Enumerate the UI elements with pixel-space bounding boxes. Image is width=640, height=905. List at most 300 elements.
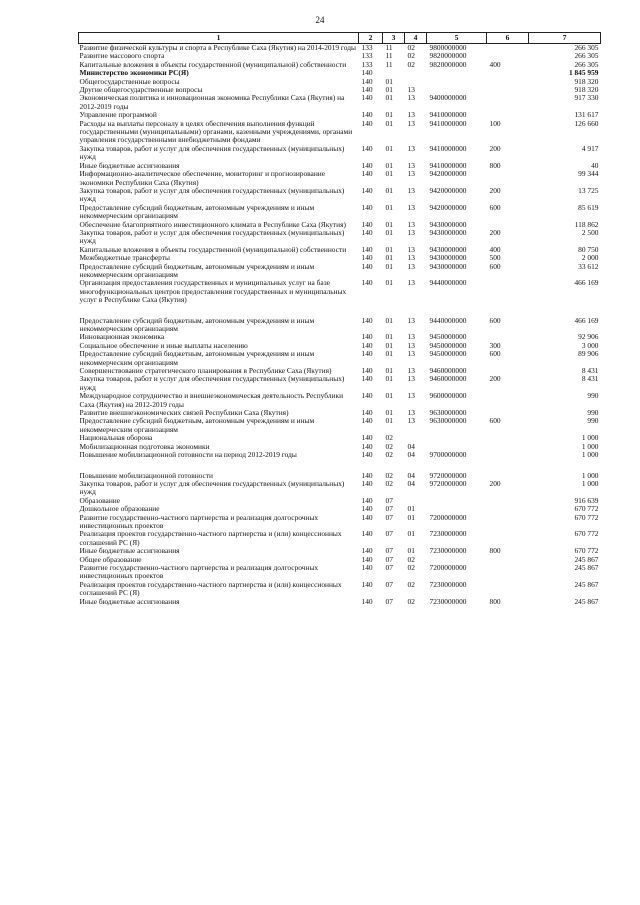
table-row <box>79 279 601 304</box>
row-subsection-cell: 13 <box>407 315 415 325</box>
row-name-cell: Закупка товаров, работ и услуг для обеспечения государственных (муниципальных) нужд <box>79 185 345 204</box>
row-code-cell: 140 <box>361 315 373 325</box>
row-name-cell: Предоставление субсидий бюджетным, автономным учреждениям и иным некоммерческим организациям <box>79 261 315 279</box>
row-amount-cell: 266 305 <box>574 51 599 61</box>
row-code-cell: 140 <box>361 596 373 606</box>
row-spacer <box>79 460 601 472</box>
table-row <box>79 547 601 555</box>
row-type-cell <box>487 170 529 187</box>
row-section-cell: 01 <box>385 227 393 237</box>
row-section-cell: 01 <box>385 110 393 120</box>
row-amount-cell: 245 867 <box>574 596 599 606</box>
column-header-7: 7 <box>529 33 601 44</box>
row-code-cell: 140 <box>361 554 373 564</box>
row-subsection-cell: 13 <box>407 202 415 212</box>
row-section-cell: 01 <box>385 261 393 271</box>
table-row <box>79 598 601 606</box>
row-type-cell <box>487 581 529 598</box>
row-name-cell: Реализация проектов государственно-частного партнерства и (или) концессионных соглашений РС (Я) <box>79 579 342 598</box>
row-target-cell: 9430000000 <box>429 261 467 271</box>
row-type-cell: 400 <box>489 59 501 69</box>
row-subsection-cell: 13 <box>407 143 415 153</box>
row-code-cell: 133 <box>361 59 373 69</box>
row-subsection-cell: 02 <box>407 596 415 606</box>
row-subsection-cell: 01 <box>407 529 415 539</box>
row-section-cell: 01 <box>385 202 393 212</box>
row-type-cell: 300 <box>489 340 501 350</box>
row-target-cell: 9420000000 <box>429 169 467 179</box>
row-name-cell: Мобилизационная подготовка экономики <box>79 441 210 451</box>
table-row <box>79 229 601 246</box>
row-subsection-cell: 13 <box>407 169 415 179</box>
row-name-cell: Дошкольное образование <box>79 504 160 514</box>
row-type-cell: 200 <box>489 227 501 237</box>
row-code-cell: 140 <box>361 470 373 480</box>
row-subsection-cell: 02 <box>407 43 415 52</box>
row-code-cell: 140 <box>361 512 373 522</box>
row-code-cell: 140 <box>361 374 373 384</box>
row-name-cell: Предоставление субсидий бюджетным, автономным учреждениям и иным некоммерческим организациям <box>79 202 315 221</box>
row-type-cell: 200 <box>489 374 501 384</box>
row-code-cell: 140 <box>361 244 373 254</box>
table-row <box>79 581 601 598</box>
row-section-cell: 01 <box>385 160 393 170</box>
row-section-cell: 07 <box>385 495 393 505</box>
row-target-cell: 7230000000 <box>429 529 467 539</box>
row-section-cell: 01 <box>385 244 393 254</box>
row-type-cell: 800 <box>489 546 501 556</box>
row-target-cell: 9430000000 <box>429 227 467 237</box>
row-amount-cell: 1 000 <box>581 441 599 451</box>
row-subsection-cell: 13 <box>407 374 415 384</box>
row-subsection-cell: 13 <box>407 219 415 229</box>
row-name-cell: Национальная оборона <box>79 433 153 443</box>
row-subsection-cell: 13 <box>407 244 415 254</box>
row-code-cell: 140 <box>361 253 373 263</box>
row-type-cell <box>487 451 529 459</box>
table-row <box>79 417 601 434</box>
row-target-cell: 9450000000 <box>429 332 467 342</box>
row-amount-cell: 1 845 959 <box>568 68 599 78</box>
row-section-cell: 01 <box>385 85 393 95</box>
row-section-cell: 02 <box>385 433 393 443</box>
row-target-cell: 9430000000 <box>429 253 467 263</box>
row-subsection-cell: 13 <box>407 416 415 426</box>
row-name-cell: Социальное обеспечение и иные выплаты населению <box>79 340 248 350</box>
table-row <box>79 514 601 531</box>
row-target-cell: 9460000000 <box>429 374 467 384</box>
row-type-cell <box>487 564 529 581</box>
row-amount-cell: 92 906 <box>578 332 599 342</box>
row-target-cell: 9820000000 <box>429 51 467 61</box>
row-code-cell: 133 <box>361 43 373 52</box>
row-code-cell: 133 <box>361 51 373 61</box>
row-type-cell: 200 <box>489 185 501 195</box>
row-code-cell: 140 <box>361 219 373 229</box>
row-subsection-cell: 13 <box>407 85 415 95</box>
row-target-cell: 9430000000 <box>429 219 467 229</box>
row-subsection-cell: 04 <box>407 450 415 460</box>
row-section-cell: 07 <box>385 596 393 606</box>
row-name-cell: Экономическая политика и инновационная экономика Республики Саха (Якутия) на 2012-2019 годы <box>79 93 345 111</box>
row-subsection-cell: 13 <box>407 118 415 128</box>
row-name-cell: Межбюджетные трансферты <box>79 253 170 263</box>
row-section-cell: 01 <box>385 169 393 179</box>
row-section-cell: 01 <box>385 93 393 103</box>
row-amount-cell: 990 <box>587 391 599 401</box>
row-section-cell: 07 <box>385 554 393 564</box>
row-target-cell: 9410000000 <box>429 110 467 120</box>
row-code-cell: 140 <box>361 76 373 86</box>
row-subsection-cell: 13 <box>407 253 415 263</box>
row-type-cell <box>487 86 529 94</box>
row-code-cell: 140 <box>361 495 373 505</box>
table-row <box>79 145 601 162</box>
row-name-cell: Иные бюджетные ассигнования <box>79 596 180 606</box>
table-row <box>79 263 601 280</box>
row-code-cell: 140 <box>361 579 373 589</box>
row-section-cell: 01 <box>385 416 393 426</box>
row-type-cell: 200 <box>489 478 501 488</box>
table-row <box>79 480 601 497</box>
row-type-cell <box>487 514 529 531</box>
row-amount-cell: 40 <box>591 160 599 170</box>
row-section-cell: 01 <box>385 366 393 376</box>
row-amount-cell: 918 320 <box>574 85 599 95</box>
row-amount-cell: 670 772 <box>574 529 599 539</box>
row-subsection-cell: 13 <box>407 93 415 103</box>
row-name-cell: Капитальные вложения в объекты государственной (муниципальной) собственности <box>79 244 347 254</box>
row-type-cell <box>487 497 529 505</box>
row-target-cell: 7230000000 <box>429 579 467 589</box>
row-name-cell: Общегосударственные вопросы <box>79 76 180 86</box>
row-name-cell: Предоставление субсидий бюджетным, автономным учреждениям и иным некоммерческим организациям <box>79 315 315 333</box>
row-name-cell: Другие общегосударственные вопросы <box>79 85 203 95</box>
row-code-cell: 140 <box>361 441 373 451</box>
row-name-cell: Информационно-аналитическое обеспечение, мониторинг и прогнозирование экономики Республики Саха (Якутия) <box>79 169 326 187</box>
row-section-cell: 02 <box>385 470 393 480</box>
row-name-cell: Предоставление субсидий бюджетным, автономным учреждениям и иным некоммерческим организациям <box>79 349 315 367</box>
row-name-cell: Развитие государственно-частного партнерства и реализация долгосрочных инвестиционных проектов <box>79 512 319 530</box>
row-code-cell: 140 <box>361 227 373 237</box>
row-code-cell: 140 <box>361 118 373 128</box>
row-amount-cell: 670 772 <box>574 512 599 522</box>
row-code-cell: 140 <box>361 529 373 539</box>
row-amount-cell: 917 330 <box>574 93 599 103</box>
row-type-cell: 500 <box>489 253 501 263</box>
row-section-cell: 01 <box>385 118 393 128</box>
row-name-cell: Повышение мобилизационной готовности <box>79 470 214 480</box>
row-name-cell: Закупка товаров, работ и услуг для обеспечения государственных (муниципальных) нужд <box>79 374 345 392</box>
row-section-cell: 01 <box>385 185 393 195</box>
row-code-cell: 140 <box>361 110 373 120</box>
row-type-cell <box>487 505 529 513</box>
row-subsection-cell: 02 <box>407 51 415 61</box>
row-code-cell: 140 <box>361 349 373 359</box>
row-section-cell: 01 <box>385 340 393 350</box>
row-amount-cell: 670 772 <box>574 504 599 514</box>
row-name-cell: Развитие государственно-частного партнерства и реализация долгосрочных инвестиционных проектов <box>79 562 319 581</box>
row-subsection-cell: 13 <box>407 366 415 376</box>
row-amount-cell: 1 000 <box>581 433 599 443</box>
table-row <box>79 530 601 547</box>
table-row <box>79 187 601 204</box>
row-section-cell: 07 <box>385 579 393 589</box>
row-name-cell: Иные бюджетные ассигнования <box>79 546 180 556</box>
row-target-cell: 9700000000 <box>429 450 467 460</box>
row-code-cell: 140 <box>361 143 373 153</box>
row-type-cell: 100 <box>489 118 501 128</box>
row-target-cell <box>427 78 487 86</box>
row-code-cell: 140 <box>361 160 373 170</box>
row-code-cell: 140 <box>361 332 373 342</box>
row-subsection-cell: 04 <box>407 441 415 451</box>
row-type-cell: 600 <box>489 416 501 426</box>
row-amount-cell: 13 725 <box>578 185 599 195</box>
row-section-cell: 07 <box>385 562 393 572</box>
row-name-cell: Образование <box>79 495 121 505</box>
row-subsection-cell: 13 <box>407 278 415 288</box>
row-section-cell: 07 <box>385 512 393 522</box>
row-type-cell: 600 <box>489 261 501 271</box>
row-code-cell: 140 <box>361 202 373 212</box>
row-target-cell <box>427 69 487 77</box>
row-type-cell <box>487 443 529 451</box>
row-name-cell: Капитальные вложения в объекты государственной (муниципальной) собственности <box>79 59 347 69</box>
table-row <box>79 375 601 392</box>
row-subsection-cell: 13 <box>407 110 415 120</box>
row-subsection-cell: 13 <box>407 408 415 418</box>
row-subsection-cell: 04 <box>407 470 415 480</box>
table-row <box>79 451 601 459</box>
row-name-cell: Развитие внешнеэкономических связей Республики Саха (Якутия) <box>79 408 289 418</box>
row-name-cell: Закупка товаров, работ и услуг для обеспечения государственных (муниципальных) нужд <box>79 143 345 162</box>
row-section-cell: 02 <box>385 478 393 488</box>
row-name-cell: Обеспечение благоприятного инвестиционного климата в Республике Саха (Якутия) <box>79 219 346 229</box>
row-target-cell <box>427 497 487 505</box>
row-code-cell: 140 <box>361 478 373 488</box>
row-code-cell: 140 <box>361 416 373 426</box>
row-code-cell: 140 <box>361 433 373 443</box>
row-type-cell <box>487 556 529 564</box>
column-header-6: 6 <box>487 33 529 44</box>
row-section-cell: 01 <box>385 408 393 418</box>
row-code-cell: 140 <box>361 261 373 271</box>
row-code-cell: 140 <box>361 546 373 556</box>
column-header-4: 4 <box>405 33 427 44</box>
row-amount-cell: 85 619 <box>578 202 599 212</box>
row-spacer <box>79 305 601 317</box>
row-subsection-cell: 13 <box>407 340 415 350</box>
row-subsection-cell: 13 <box>407 160 415 170</box>
row-amount-cell: 466 169 <box>574 315 599 325</box>
column-header-2: 2 <box>359 33 383 44</box>
row-subsection-cell: 13 <box>407 332 415 342</box>
row-target-cell: 9420000000 <box>429 185 467 195</box>
row-subsection-cell: 02 <box>407 554 415 564</box>
row-section-cell: 01 <box>385 391 393 401</box>
row-target-cell: 9800000000 <box>429 43 467 52</box>
row-code-cell: 140 <box>361 185 373 195</box>
row-target-cell: 9720000000 <box>429 470 467 480</box>
row-amount-cell: 466 169 <box>574 278 599 288</box>
row-subsection-cell: 02 <box>407 59 415 69</box>
row-amount-cell: 80 750 <box>578 244 599 254</box>
table-row <box>79 392 601 409</box>
row-target-cell: 9440000000 <box>429 315 467 325</box>
row-subsection-cell <box>405 69 427 77</box>
row-type-cell <box>487 69 529 77</box>
row-code-cell: 140 <box>361 93 373 103</box>
row-section-cell: 01 <box>385 143 393 153</box>
row-type-cell <box>487 78 529 86</box>
row-subsection-cell: 01 <box>407 504 415 514</box>
row-amount-cell: 990 <box>587 416 599 426</box>
column-header-5: 5 <box>427 33 487 44</box>
row-amount-cell: 2 500 <box>581 227 599 237</box>
row-name-cell: Иные бюджетные ассигнования <box>79 160 180 170</box>
row-type-cell: 800 <box>489 596 501 606</box>
row-section-cell: 02 <box>385 441 393 451</box>
row-target-cell: 9410000000 <box>429 118 467 128</box>
row-section-cell: 11 <box>385 51 393 61</box>
row-amount-cell: 4 917 <box>581 143 599 153</box>
table-row <box>79 564 601 581</box>
table-row <box>79 317 601 334</box>
row-type-cell <box>487 279 529 304</box>
row-amount-cell: 266 305 <box>574 59 599 69</box>
row-subsection-cell: 02 <box>407 579 415 589</box>
row-target-cell: 9440000000 <box>429 278 467 288</box>
row-subsection-cell: 13 <box>407 391 415 401</box>
row-target-cell: 7200000000 <box>429 512 467 522</box>
row-amount-cell: 2 000 <box>581 253 599 263</box>
row-amount-cell: 33 612 <box>578 261 599 271</box>
table-row <box>79 120 601 145</box>
row-section-cell: 01 <box>385 219 393 229</box>
row-type-cell: 600 <box>489 202 501 212</box>
header-row <box>79 33 601 44</box>
row-amount-cell: 1 000 <box>581 470 599 480</box>
row-amount-cell: 118 862 <box>574 219 599 229</box>
row-code-cell: 140 <box>361 504 373 514</box>
row-amount-cell: 126 660 <box>574 118 599 128</box>
row-type-cell <box>487 434 529 442</box>
row-section-cell: 01 <box>385 76 393 86</box>
row-amount-cell: 266 305 <box>574 43 599 52</box>
table-body <box>79 44 601 607</box>
column-header-1: 1 <box>79 33 359 44</box>
row-type-cell: 800 <box>489 160 501 170</box>
row-target-cell: 9820000000 <box>429 59 467 69</box>
row-target-cell: 7230000000 <box>429 546 467 556</box>
row-target-cell: 9400000000 <box>429 93 467 103</box>
row-section-cell: 01 <box>385 349 393 359</box>
row-amount-cell: 131 617 <box>574 110 599 120</box>
row-target-cell: 9410000000 <box>429 160 467 170</box>
row-code-cell: 140 <box>361 68 373 78</box>
row-subsection-cell: 13 <box>407 227 415 237</box>
row-section-cell: 11 <box>385 43 393 52</box>
row-amount-cell: 8 431 <box>581 366 599 376</box>
row-target-cell: 9630000000 <box>429 408 467 418</box>
row-target-cell: 9410000000 <box>429 143 467 153</box>
row-name-cell: Закупка товаров, работ и услуг для обеспечения государственных (муниципальных) нужд <box>79 227 345 246</box>
row-amount-cell: 916 639 <box>574 495 599 505</box>
row-subsection-cell: 04 <box>407 478 415 488</box>
row-name-cell: Реализация проектов государственно-частного партнерства и (или) концессионных соглашений РС (Я) <box>79 529 342 547</box>
row-type-cell <box>487 392 529 409</box>
row-target-cell: 9460000000 <box>429 366 467 376</box>
row-amount-cell: 8 431 <box>581 374 599 384</box>
row-target-cell: 9430000000 <box>429 244 467 254</box>
row-amount-cell: 918 320 <box>574 76 599 86</box>
row-target-cell: 9630000000 <box>429 416 467 426</box>
row-amount-cell: 670 772 <box>574 546 599 556</box>
row-name-cell: Развитие массового спорта <box>79 51 165 61</box>
row-name-cell: Повышение мобилизационной готовности на период 2012-2019 годы <box>79 450 297 460</box>
row-code-cell: 140 <box>361 366 373 376</box>
row-section-cell: 02 <box>385 450 393 460</box>
row-section-cell: 07 <box>385 529 393 539</box>
row-name-cell: Предоставление субсидий бюджетным, автономным учреждениям и иным некоммерческим организациям <box>79 416 315 434</box>
row-amount-cell: 3 000 <box>581 340 599 350</box>
row-name-cell: Закупка товаров, работ и услуг для обеспечения государственных (муниципальных) нужд <box>79 478 345 497</box>
row-amount-cell: 1 000 <box>581 478 599 488</box>
row-code-cell: 140 <box>361 450 373 460</box>
row-name-cell: Министерство экономики РС(Я) <box>79 68 189 78</box>
row-name-cell: Организация предоставления государственных и муниципальных услуг на базе многофункциональных центров предоставления государственных и муниципальных услуг в Республике Саха (Якутия) <box>79 278 347 305</box>
row-type-cell: 600 <box>489 315 501 325</box>
table-row <box>79 350 601 367</box>
row-section-cell: 01 <box>385 332 393 342</box>
row-subsection-cell: 13 <box>407 349 415 359</box>
row-amount-cell: 245 867 <box>574 562 599 572</box>
row-name-cell: Инновационная экономика <box>79 332 165 342</box>
row-section-cell: 07 <box>385 504 393 514</box>
row-type-cell: 400 <box>489 244 501 254</box>
row-subsection-cell: 01 <box>407 546 415 556</box>
row-code-cell: 140 <box>361 85 373 95</box>
row-section-cell: 01 <box>385 253 393 263</box>
row-target-cell: 9450000000 <box>429 349 467 359</box>
row-section-cell: 11 <box>385 59 393 69</box>
row-subsection-cell: 01 <box>407 512 415 522</box>
row-name-cell: Развитие физической культуры и спорта в Республике Саха (Якутия) на 2014-2019 годы <box>79 43 356 52</box>
row-code-cell: 140 <box>361 340 373 350</box>
row-subsection-cell: 13 <box>407 185 415 195</box>
row-code-cell: 140 <box>361 278 373 288</box>
row-amount-cell: 89 906 <box>578 349 599 359</box>
row-type-cell <box>487 44 529 53</box>
column-header-3: 3 <box>383 33 405 44</box>
row-amount-cell: 1 000 <box>581 450 599 460</box>
row-type-cell: 600 <box>489 349 501 359</box>
row-section-cell: 01 <box>385 278 393 288</box>
row-type-cell: 200 <box>489 143 501 153</box>
row-amount-cell: 990 <box>587 408 599 418</box>
row-section-cell: 07 <box>385 546 393 556</box>
row-spacer-cell <box>79 305 601 317</box>
row-subsection-cell: 13 <box>407 261 415 271</box>
row-target-cell <box>427 434 487 442</box>
row-amount-cell: 99 344 <box>578 169 599 179</box>
row-code-cell: 140 <box>361 169 373 179</box>
row-code-cell: 140 <box>361 391 373 401</box>
table-row <box>79 204 601 221</box>
row-name-cell: Управление программой <box>79 110 157 120</box>
row-target-cell: 9720000000 <box>429 478 467 488</box>
